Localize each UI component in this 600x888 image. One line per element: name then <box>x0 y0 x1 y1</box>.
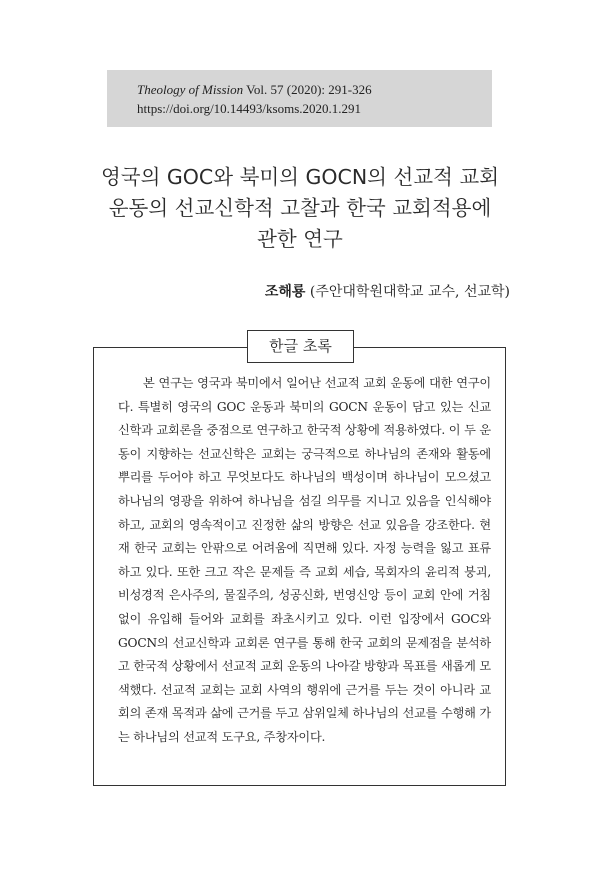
author-affiliation: (주안대학원대학교 교수, 선교학) <box>305 284 510 300</box>
article-title-line-3: 관한 연구 <box>257 227 343 251</box>
abstract-body: 본 연구는 영국과 북미에서 일어난 선교적 교회 운동에 대한 연구이다. 특별히 영국의 GOC 운동과 북미의 GOCN 운동이 담고 있는 신교신학과 교회론을 중점으로 연구하고 한국적 상황에 적용하였다. 이 두 운동이 지향하는 선교신학은 교회는 궁극적으로 하나님의 존재와 활동에 뿌리를 두어야 하고 무엇보다도 하나님의 백성이며 하나님이 모으셨고 하나님의 영광을 위하여 하나님을 섬길 의무를 지니고 있음을 인식해야 하고, 교회의 영속적이고 진정한 삶의 방향은 선교 있음을 강조한다. 현재 한국 교회는 안팎으로 어려움에 직면해 있다. 자정 능력을 잃고 표류하고 있다. 또한 크고 작은 문제들 즉 교회 세습, 목회자의 윤리적 붕괴, 비성경적 은사주의, 물질주의, 성공신화, 번영신앙 등이 교회 안에 거침없이 유입해 들어와 교회를 좌초시키고 있다. 이런 입장에서 GOC와 GOCN의 선교신학과 교회론 연구를 통해 한국 교회의 문제점을 분석하고 한국적 상황에서 선교적 교회 운동의 나아갈 방향과 목표를 새롭게 모색했다. 선교적 교회는 교회 사역의 행위에 근거를 두는 것이 아니라 교회의 존재 목적과 삶에 근거를 두고 삼위일체 하나님의 선교를 수행해 가는 하나님의 선교적 도구요, 주창자이다. <box>118 376 491 744</box>
article-title-line-1: 영국의 GOC와 북미의 GOCN의 선교적 교회 <box>100 165 500 189</box>
author-name: 조해룡 <box>264 284 306 300</box>
journal-citation-line <box>137 80 492 99</box>
article-title <box>60 162 540 255</box>
journal-volume: Vol. 57 (2020): 291-326 <box>243 82 372 97</box>
article-title-line-2: 운동의 선교신학적 고찰과 한국 교회적용에 <box>108 196 492 220</box>
author-line <box>265 281 510 301</box>
journal-name: Theology of Mission <box>137 82 244 97</box>
journal-doi[interactable]: https://doi.org/10.14493/ksoms.2020.1.291 <box>137 101 362 116</box>
journal-citation-box <box>107 70 492 127</box>
abstract-heading: 한글 초록 <box>247 330 354 363</box>
